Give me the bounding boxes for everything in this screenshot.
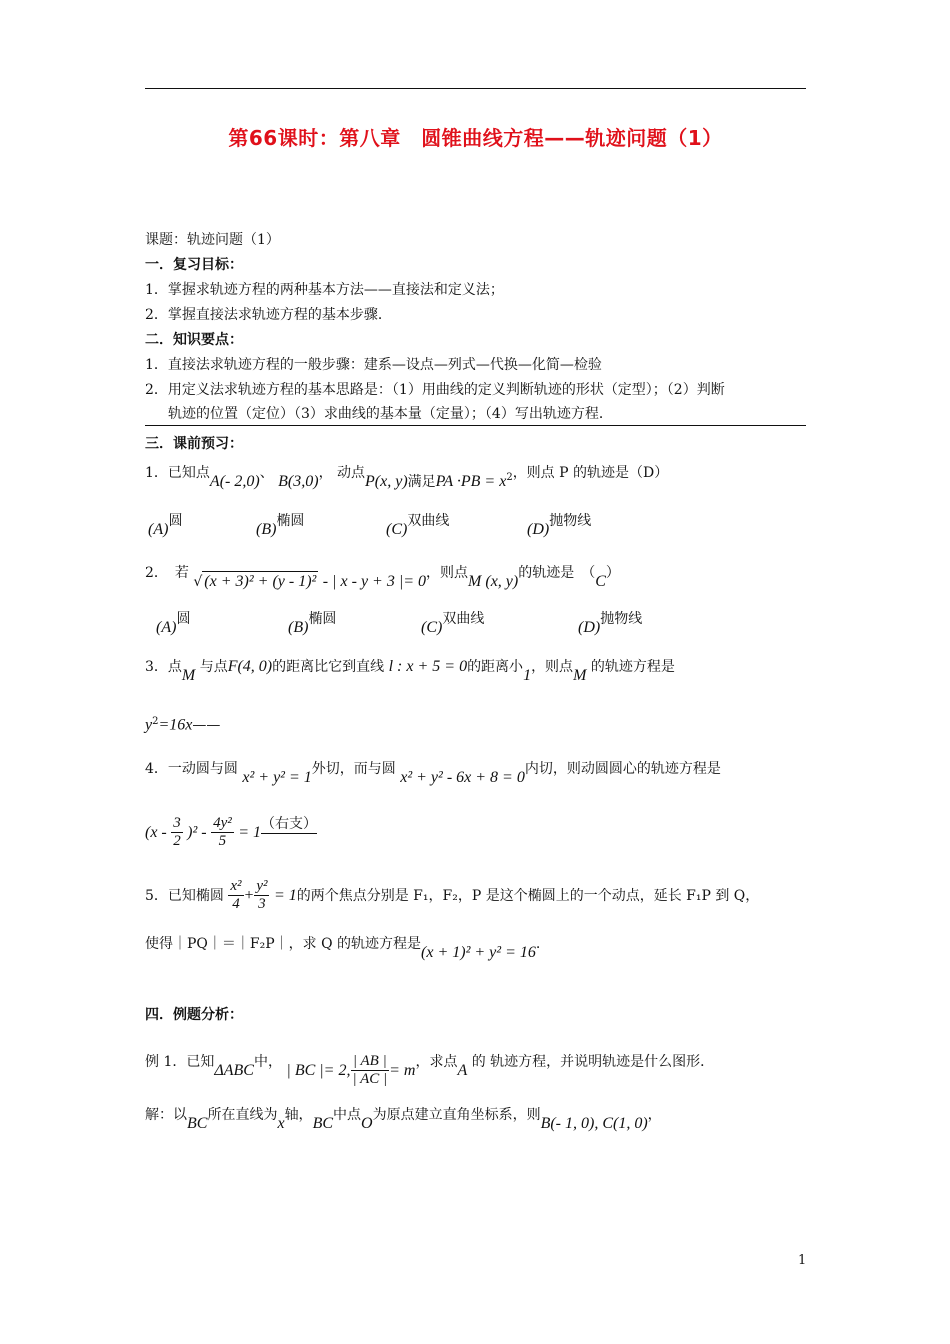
- q1-opt-c-label: (C): [386, 521, 408, 538]
- q3-one: 1: [523, 667, 532, 684]
- sol-text-4: 中点: [333, 1107, 362, 1123]
- q1-text-4: ，则点 P 的轨迹是（D）: [512, 465, 669, 481]
- q5-frac2-den: 3: [258, 896, 266, 913]
- sol-points: B(- 1, 0), C(1, 0): [540, 1115, 648, 1132]
- q2-point-m: M (x, y): [468, 573, 519, 590]
- s2-item-2a: 2．用定义法求轨迹方程的基本思路是：（1）用曲线的定义判断轨迹的形状（定型）；（2）判断: [145, 382, 725, 398]
- q4-frac2-num: 4y²: [211, 815, 234, 833]
- q3-text-1: 3．点: [145, 659, 182, 675]
- q2-opt-a-text: 圆: [176, 611, 191, 627]
- q4-answer-frac-1: [171, 815, 183, 851]
- solution-line: [145, 1104, 662, 1132]
- q3-text-2: 与点: [199, 659, 228, 675]
- sol-comma: ，: [647, 1107, 662, 1123]
- q1-sep: 、: [259, 465, 274, 481]
- example-1: [145, 1044, 715, 1088]
- q3-point-f: F(4, 0): [227, 658, 273, 675]
- q1-vector-product: PA ·PB = x: [435, 473, 507, 490]
- section-4-heading: 四．例题分析：: [145, 1007, 243, 1023]
- q2-opt-a-label: (A): [156, 619, 177, 636]
- q1-option-c: [386, 510, 450, 538]
- ex1-ratio-num: | AB |: [351, 1053, 389, 1071]
- q3-answer: [145, 716, 220, 735]
- top-rule: [145, 88, 806, 89]
- q2-option-c: [421, 608, 485, 636]
- q4-answer-mid: )² -: [187, 823, 207, 841]
- q1-point-p: P(x, y): [365, 473, 408, 490]
- q4-frac2-den: 5: [218, 833, 227, 850]
- sol-text-2: 所在直线为: [207, 1107, 278, 1123]
- q4-circle-1: x² + y² = 1: [242, 769, 312, 786]
- q5-text-2: 的两个焦点分别是 F₁，F₂，P 是这个椭圆上的一个动点，延长 F₁P 到 Q，: [296, 887, 760, 904]
- q1-text-2: 动点: [337, 465, 366, 481]
- q1-option-d: [527, 510, 592, 538]
- s1-item-1: 1．掌握求轨迹方程的两种基本方法——直接法和定义法；: [145, 282, 504, 298]
- q2-text-4: ）: [605, 565, 620, 581]
- q4-text-1: 4．一动圆与圆: [145, 761, 238, 777]
- q1-square: 2: [506, 472, 513, 484]
- q5-frac-1: [228, 878, 243, 914]
- q2-text-2: ，则点: [426, 565, 469, 581]
- question-4: [145, 758, 721, 786]
- q1-option-a: [148, 510, 183, 538]
- q4-frac1-den: 2: [173, 833, 181, 850]
- page-title: 第66课时：第八章 圆锥曲线方程——轨迹问题（1）: [228, 126, 723, 150]
- q4-text-3: 内切，则动圆圆心的轨迹方程是: [524, 761, 721, 777]
- section-1-heading: 一．复习目标：: [145, 257, 243, 273]
- q2-opt-b-text: 椭圆: [308, 611, 337, 627]
- q3-text-5: ，则点: [531, 659, 574, 675]
- q2-option-a: [156, 608, 191, 636]
- q4-answer-frac-2: [211, 815, 234, 851]
- q5-eq: = 1: [273, 886, 297, 904]
- q1-point-a: A(- 2,0): [209, 473, 260, 490]
- q1-opt-c-text: 双曲线: [407, 513, 450, 529]
- q4-answer-pre: (x -: [145, 823, 167, 841]
- section-2-heading: 二．知识要点：: [145, 332, 243, 348]
- q1-opt-d-text: 抛物线: [549, 513, 592, 529]
- q2-equation: - | x - y + 3 |= 0: [322, 573, 427, 590]
- page-number: 1: [798, 1253, 807, 1268]
- question-1: [145, 462, 669, 490]
- q2-opt-c-text: 双曲线: [442, 611, 485, 627]
- q1-comma: ，: [318, 465, 333, 481]
- ex1-text-1: 例 1．已知: [145, 1053, 215, 1070]
- ex1-text-4: 的 轨迹方程，并说明轨迹是什么图形．: [471, 1053, 715, 1070]
- q4-answer: [145, 815, 317, 851]
- ex1-bc: | BC |= 2,: [286, 1061, 351, 1079]
- q1-opt-d-label: (D): [527, 521, 550, 538]
- ex1-ratio-den: | AC |: [352, 1071, 388, 1088]
- q2-sqrt: √ (x + 3)² + (y - 1)²: [193, 573, 317, 590]
- q1-opt-b-text: 椭圆: [276, 513, 305, 529]
- ex1-triangle: ΔABC: [214, 1061, 254, 1079]
- q1-opt-b-label: (B): [256, 521, 277, 538]
- s1-item-2: 2．掌握直接法求轨迹方程的基本步骤．: [145, 307, 392, 323]
- ex1-ratio: [350, 1053, 389, 1089]
- question-3: [145, 656, 675, 684]
- q3-answer-y: y: [145, 716, 153, 734]
- q3-point-m2: M: [573, 667, 587, 684]
- sol-origin: O: [361, 1115, 373, 1132]
- q2-opt-b-label: (B): [288, 619, 309, 636]
- ex1-point-a: A: [457, 1061, 468, 1079]
- ex1-text-3: ，求点: [415, 1053, 458, 1070]
- q5-frac-2: [254, 878, 269, 914]
- q2-opt-c-label: (C): [421, 619, 443, 636]
- q5-frac1-den: 4: [232, 896, 240, 913]
- q2-option-b: [288, 608, 337, 636]
- q3-answer-rest: =16x: [158, 716, 193, 734]
- q3-text-3: 的距离比它到直线: [272, 659, 385, 675]
- ex1-text-2: 中，: [253, 1053, 282, 1070]
- sol-bc: BC: [187, 1115, 208, 1132]
- q4-frac1-num: 3: [171, 815, 183, 833]
- q3-text-4: 的距离小: [467, 659, 524, 675]
- q5b-text: 使得｜PQ｜＝｜F₂P｜，求 Q 的轨迹方程是: [145, 936, 422, 952]
- q5-plus: +: [243, 886, 255, 904]
- section-rule: [145, 425, 806, 426]
- q4-text-2: 外切，而与圆: [311, 761, 396, 777]
- s2-item-1: 1．直接法求轨迹方程的一般步骤：建系—设点—列式—代换—化简—检验: [145, 357, 602, 373]
- sol-text-1: 解：以: [145, 1107, 187, 1123]
- question-5: [145, 878, 759, 914]
- sol-text-5: 为原点建立直角坐标系，则: [372, 1107, 541, 1123]
- q1-point-b: B(3,0): [278, 473, 319, 490]
- q1-text-3: 满足: [407, 474, 436, 490]
- q2-answer: C: [595, 573, 606, 590]
- q3-line-l: l : x + 5 = 0: [388, 658, 468, 675]
- q2-opt-d-label: (D): [578, 619, 601, 636]
- q1-text-1: 1．已知点: [145, 465, 210, 481]
- q1-opt-a-label: (A): [148, 521, 169, 538]
- q5b-answer: (x + 1)² + y² = 16: [421, 944, 536, 961]
- s2-item-2b: 轨迹的位置（定位）（3）求曲线的基本量（定量）；（4）写出轨迹方程．: [168, 406, 613, 422]
- question-2: [145, 562, 620, 590]
- q1-option-b: [256, 510, 305, 538]
- q3-point-m: M: [181, 667, 196, 684]
- q5-frac2-num: y²: [254, 878, 269, 896]
- q2-text-1: 2． 若: [145, 565, 189, 581]
- q3-text-6: 的轨迹方程是: [590, 659, 675, 675]
- section-3-heading: 三．课前预习：: [145, 436, 243, 452]
- ex1-eq: = m: [389, 1061, 416, 1079]
- q2-text-3: 的轨迹是 （: [518, 565, 596, 581]
- topic-line: 课题：轨迹问题（1）: [145, 232, 280, 248]
- q2-radicand: (x + 3)² + (y - 1)²: [204, 573, 317, 590]
- q3-answer-dash: ——: [192, 717, 221, 734]
- q2-option-d: [578, 608, 643, 636]
- q5b-dot: .: [535, 936, 541, 952]
- q4-answer-post: = 1: [238, 823, 261, 841]
- q4-answer-note: （右支）: [261, 813, 317, 834]
- sol-bc-2: BC: [312, 1115, 334, 1132]
- question-5b: [145, 933, 541, 961]
- sol-x: x: [277, 1115, 285, 1132]
- q5-text-1: 5．已知椭圆: [145, 887, 224, 904]
- q1-opt-a-text: 圆: [168, 513, 183, 529]
- q3-answer-sq: 2: [152, 716, 159, 727]
- q4-circle-2: x² + y² - 6x + 8 = 0: [400, 769, 525, 786]
- sol-text-3: 轴，: [284, 1107, 313, 1123]
- q5-frac1-num: x²: [228, 878, 243, 896]
- q2-opt-d-text: 抛物线: [600, 611, 643, 627]
